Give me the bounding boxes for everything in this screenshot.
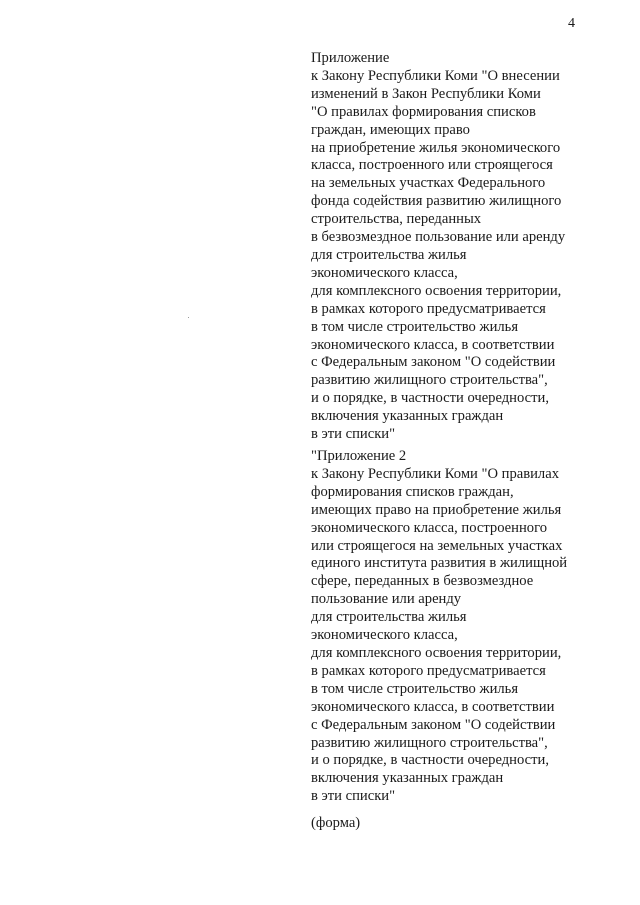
appendix-2-line: включения указанных граждан — [311, 770, 504, 787]
appendix-2-line: для комплексного освоения территории, — [311, 644, 562, 661]
appendix-line: для комплексного освоения территории, — [311, 282, 562, 299]
appendix-line: на приобретение жилья экономического — [311, 139, 561, 156]
appendix-2-line: и о порядке, в частности очередности, — [311, 752, 549, 769]
appendix-line: Приложение — [311, 50, 390, 66]
appendix-line: экономического класса, — [311, 264, 458, 281]
appendix-line: строительства, переданных — [311, 211, 482, 228]
form-label: (форма) — [311, 815, 361, 831]
appendix-line: в рамках которого предусматривается — [311, 300, 546, 317]
appendix-2-line: имеющих право на приобретение жилья — [311, 501, 562, 518]
appendix-2-line: единого института развития в жилищной — [311, 555, 568, 572]
appendix-2-line: развитию жилищного строительства", — [311, 734, 548, 751]
appendix-line: включения указанных граждан — [311, 408, 504, 425]
appendix-line: для строительства жилья — [311, 246, 467, 263]
appendix-line: на земельных участках Федерального — [311, 175, 546, 192]
scan-speck — [188, 317, 189, 318]
appendix-2-line: сфере, переданных в безвозмездное — [311, 573, 534, 590]
appendix-line: с Федеральным законом "О содействии — [311, 354, 556, 371]
appendix-2-line: с Федеральным законом "О содействии — [311, 716, 556, 733]
appendix-2-line: "Приложение 2 — [311, 448, 407, 464]
appendix-line: экономического класса, в соответствии — [311, 336, 555, 353]
appendix-line: в эти списки" — [311, 426, 396, 443]
appendix-2-line: экономического класса, построенного — [311, 519, 548, 536]
appendix-2-line: в том числе строительство жилья — [311, 680, 519, 697]
appendix-2-line: для строительства жилья — [311, 609, 467, 626]
appendix-2-line: формирования списков граждан, — [311, 483, 514, 500]
appendix-2-line: или строящегося на земельных участках — [311, 537, 563, 554]
appendix-line: "О правилах формирования списков — [311, 103, 536, 120]
appendix-line: к Закону Республики Коми "О внесении — [311, 67, 560, 84]
appendix-heading-block — [311, 50, 631, 444]
page-number: 4 — [568, 16, 575, 31]
appendix-line: изменений в Закон Республики Коми — [311, 85, 541, 102]
appendix-2-heading-block — [311, 448, 631, 806]
appendix-line: граждан, имеющих право — [311, 121, 470, 138]
appendix-line: развитию жилищного строительства", — [311, 372, 548, 389]
appendix-2-line: в эти списки" — [311, 788, 396, 805]
appendix-line: фонда содействия развитию жилищного — [311, 193, 562, 210]
appendix-2-line: экономического класса, в соответствии — [311, 698, 555, 715]
appendix-2-line: в рамках которого предусматривается — [311, 662, 546, 679]
appendix-2-line: пользование или аренду — [311, 591, 462, 608]
appendix-line: в том числе строительство жилья — [311, 318, 519, 335]
appendix-line: класса, построенного или строящегося — [311, 157, 553, 174]
appendix-line: в безвозмездное пользование или аренду — [311, 229, 566, 246]
appendix-line: и о порядке, в частности очередности, — [311, 390, 549, 407]
appendix-2-line: к Закону Республики Коми "О правилах — [311, 465, 559, 482]
appendix-2-line: экономического класса, — [311, 627, 458, 644]
